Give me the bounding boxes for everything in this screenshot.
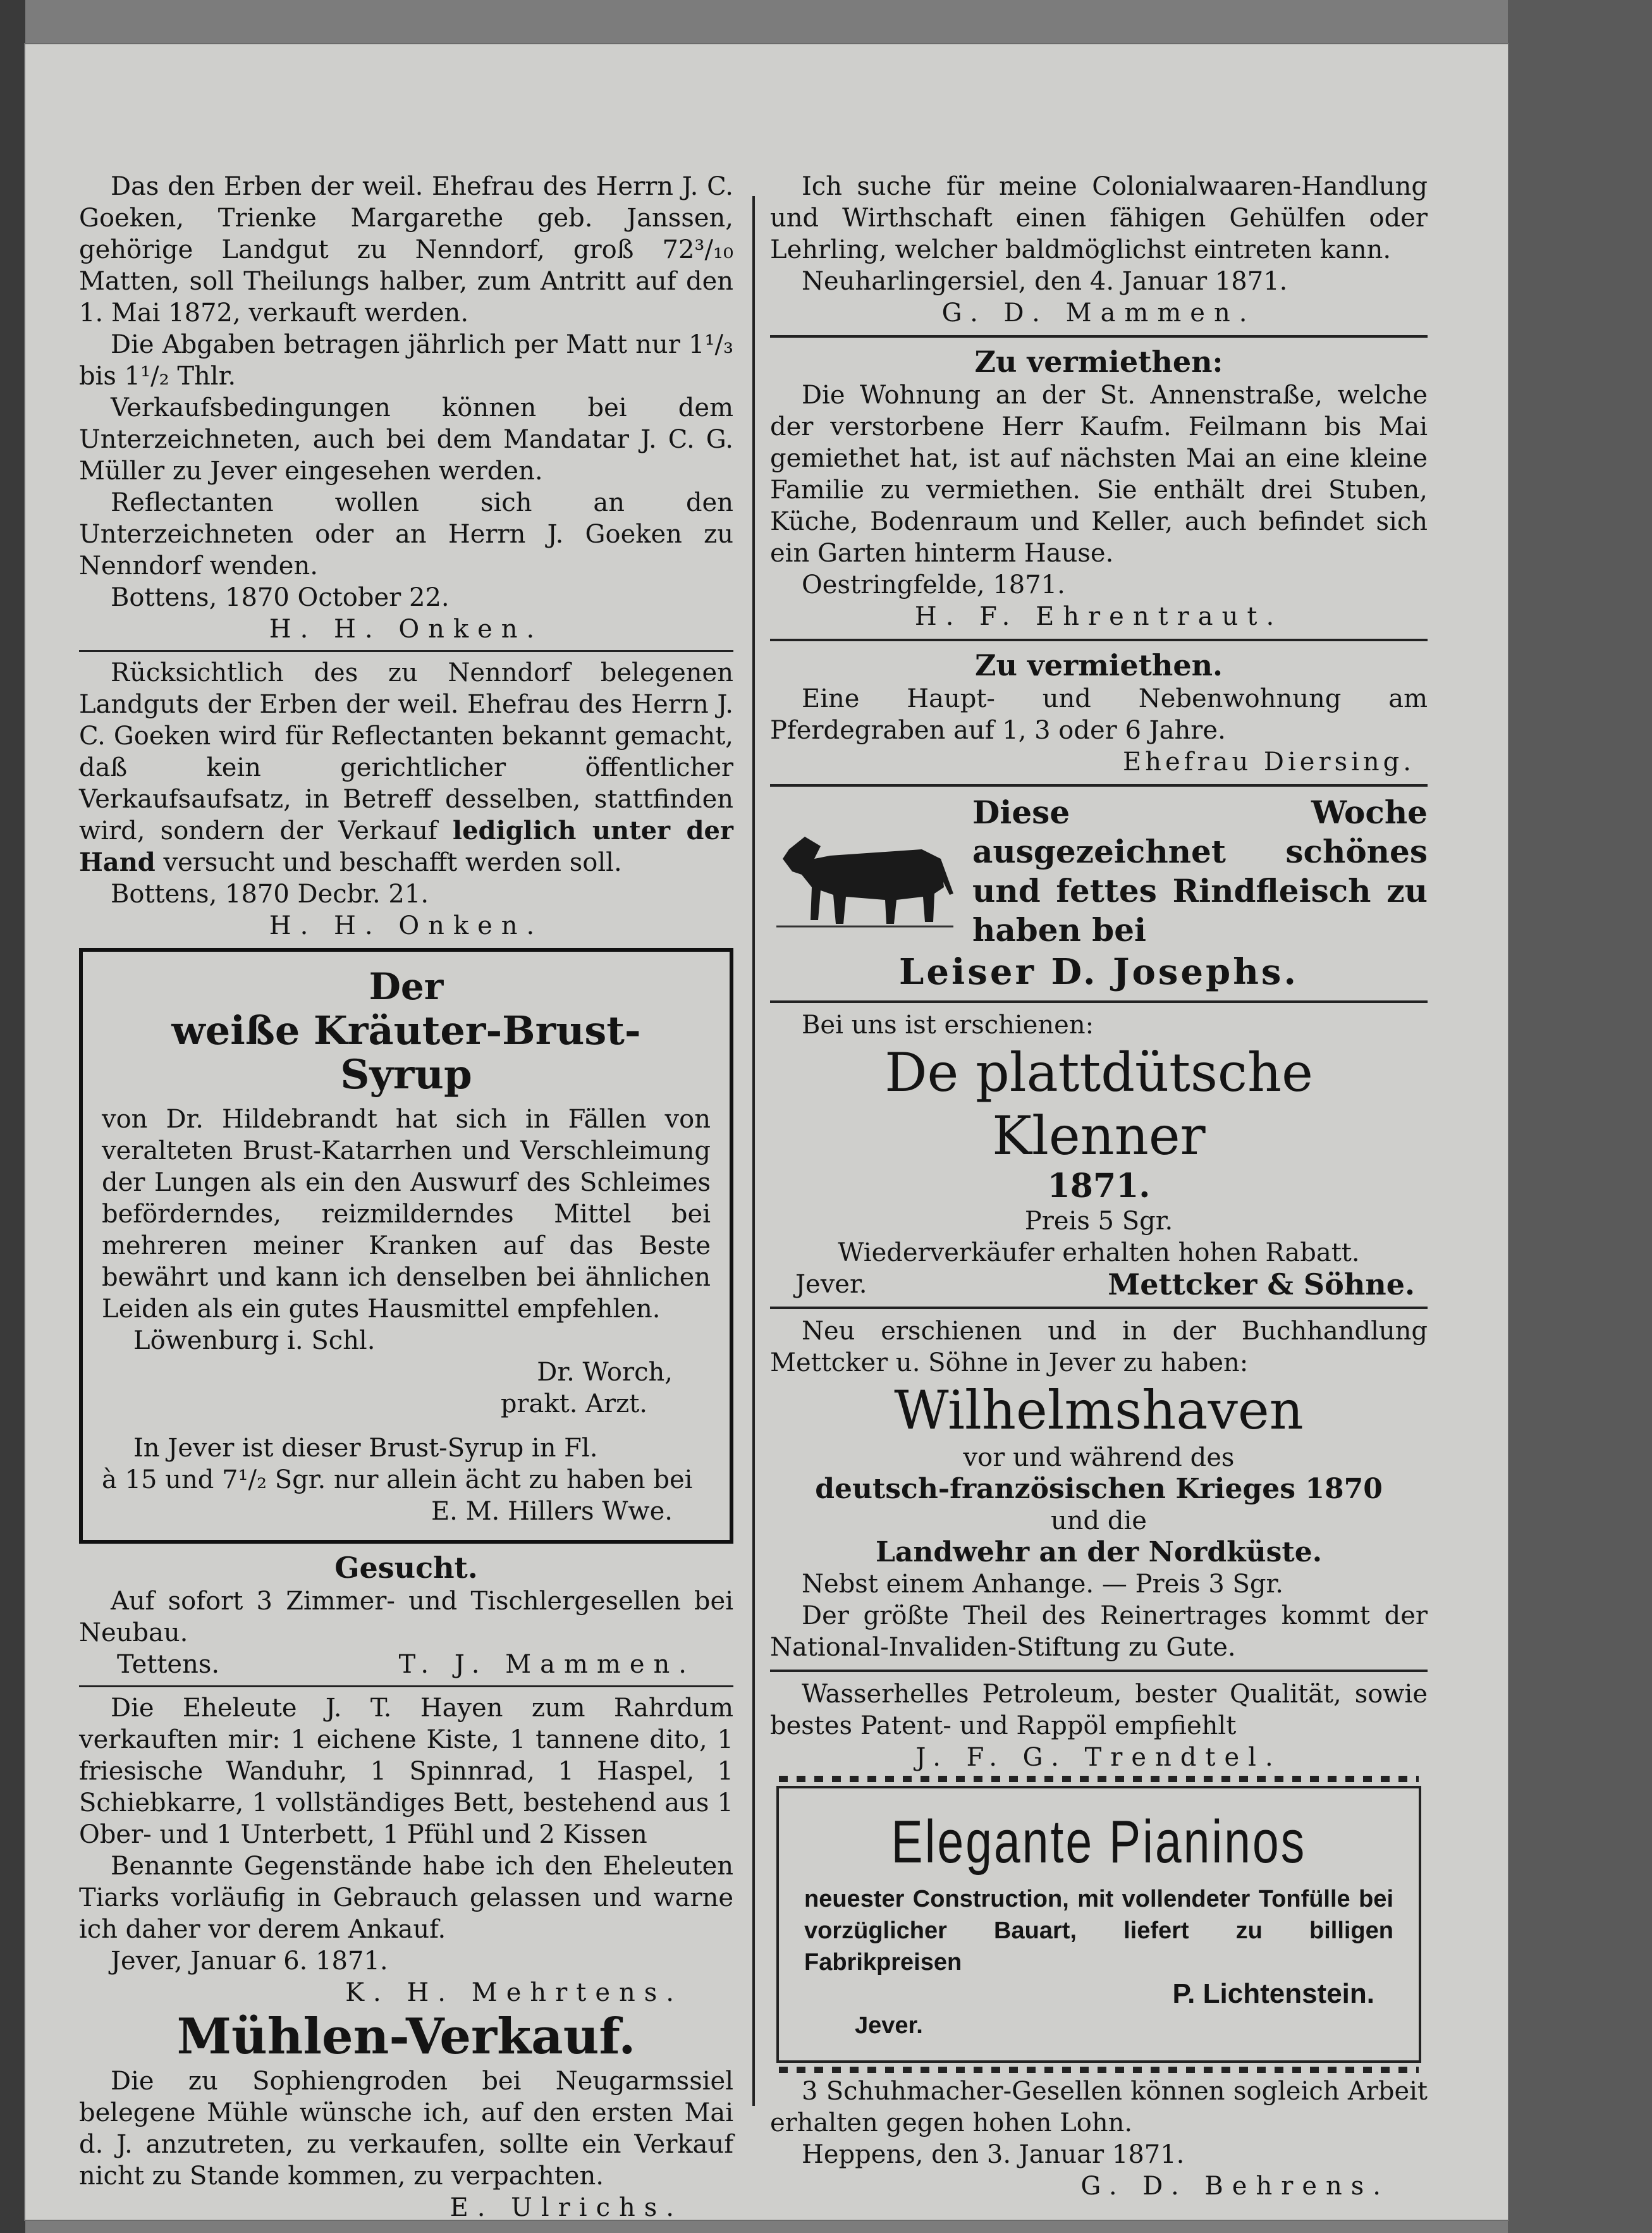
divider xyxy=(770,335,1428,338)
ad-text-bold: lediglich unter der Hand xyxy=(79,816,733,877)
divider xyxy=(770,639,1428,641)
ad-text: 3 Schuhmacher-Gesellen können sogleich Arbeit erhalten gegen hohen Lohn. xyxy=(770,2077,1428,2138)
ad-text: Rücksichtlich des zu Nenndorf belegenen Landguts der Erben der weil. Ehefrau des Herrn J. C. Goeken wird für Reflectanten bekannt gemacht, daß kein gerichtlicher öffentlicher Verkaufsaufsatz, in Betreff desselben, stattfinden wird, sondern der Verkauf xyxy=(79,658,733,846)
ad-syrup-box xyxy=(79,948,733,1544)
wh-sub4: Landwehr an der Nordküste. xyxy=(875,1536,1323,1568)
pianinos-title: Elegante Pianinos xyxy=(891,1808,1307,1876)
ad-text: versucht und beschafft werden soll. xyxy=(163,848,622,877)
syrup-title-line3: Syrup xyxy=(340,1051,472,1098)
ad-signature: G. D. Behrens. xyxy=(1080,2172,1390,2201)
klenner-intro: Bei uns ist erschienen: xyxy=(802,1011,1094,1040)
ad-text: Die zu Sophiengroden bei Neugarmssiel belegene Mühle wünsche ich, auf den ersten Mai d. J. anzutreten, zu verkaufen, sollte ein Verkauf nicht zu Stande kommen, zu verpachten. xyxy=(79,2067,733,2191)
book-gutter xyxy=(0,0,25,2233)
syrup-body: von Dr. Hildebrandt hat sich in Fällen von veralteten Brust-Katarrhen und Verschleimung der Lungen als ein den Auswurf des Schleimes beförderndes, reizmilderndes Mittel bei mehreren meiner Kranken auf das Beste bewährt und kann ich denselben bei ähnlichen Leiden als ein gutes Hausmittel empfehlen. xyxy=(102,1105,711,1324)
syrup-title-line2: weiße Kräuter-Brust- xyxy=(171,1007,641,1054)
syrup-doctor-title: prakt. Arzt. xyxy=(500,1389,647,1418)
ad-signature: Ehefrau Diersing. xyxy=(1123,747,1415,777)
gesucht-heading: Gesucht. xyxy=(334,1551,478,1585)
wh-note: Der größte Theil des Reinertrages kommt der National-Invaliden-Stiftung zu Gute. xyxy=(770,1601,1428,1662)
ad-text: Wasserhelles Petroleum, bester Qualität, sowie bestes Patent- und Rappöl empfiehlt xyxy=(770,1680,1428,1740)
right-column xyxy=(770,171,1428,2202)
wh-sub2: deutsch-französischen Krieges 1870 xyxy=(815,1473,1383,1505)
ad-muehle xyxy=(79,2008,733,2224)
syrup-sale-line1: In Jever ist dieser Brust-Syrup in Fl. xyxy=(133,1434,598,1463)
divider xyxy=(770,1670,1428,1672)
syrup-title-line1: Der xyxy=(369,965,444,1008)
ad-date: Bottens, 1870 October 22. xyxy=(111,583,450,612)
divider xyxy=(770,784,1428,787)
vermiethen-heading: Zu vermiethen: xyxy=(974,345,1223,379)
ad-text: Verkaufsbedingungen können bei dem Unterzeichneten, auch bei dem Mandatar J. C. G. Müller zu Jever eingesehen werden. xyxy=(79,393,733,486)
rind-text: Diese Woche ausgezeichnet schönes und fettes Rindfleisch zu haben bei xyxy=(972,794,1428,949)
ad-text: Die Abgaben betragen jährlich per Matt nur 1¹/₃ bis 1¹/₂ Thlr. xyxy=(79,330,733,391)
pianinos-text: neuester Construction, mit vollendeter Tonfülle bei vorzüglicher Bauart, liefert zu billigen Fabrikpreisen xyxy=(804,1886,1393,1976)
ad-text: Die Eheleute J. T. Hayen zum Rahrdum verkauften mir: 1 eichene Kiste, 1 tannene dito, 1 friesische Wanduhr, 1 Spinnrad, 1 Haspel, 1 Schiebkarre, 1 vollständiges Bett, bestehend aus 1 Ober- und 1 Unterbett, 1 Pfühl und 2 Kissen xyxy=(79,1694,733,1849)
wh-sub3: und die xyxy=(1051,1506,1147,1535)
newspaper-page xyxy=(25,44,1508,2220)
ad-klenner xyxy=(770,1009,1428,1300)
ad-date: Heppens, den 3. Januar 1871. xyxy=(802,2140,1185,2169)
ad-gehuelfe xyxy=(770,171,1428,329)
ad-date: Neuharlingersiel, den 4. Januar 1871. xyxy=(802,267,1288,296)
pianinos-place: Jever. xyxy=(855,2012,923,2039)
ad-signature: H. H. Onken. xyxy=(269,615,544,644)
pianinos-seller: P. Lichtenstein. xyxy=(1172,1978,1374,2009)
ad-signature: T. J. Mammen. xyxy=(398,1650,695,1679)
ad-vermiethen-1 xyxy=(770,344,1428,632)
ad-rindfleisch xyxy=(770,793,1428,994)
ad-date: Oestringfelde, 1871. xyxy=(802,570,1065,600)
ad-date: Bottens, 1870 Decbr. 21. xyxy=(111,880,429,909)
wh-sub1: vor und während des xyxy=(963,1443,1235,1472)
klenner-place: Jever. xyxy=(795,1270,867,1299)
ad-wilhelmshaven xyxy=(770,1315,1428,1663)
page-edge-background xyxy=(1508,0,1652,2233)
left-column xyxy=(79,171,733,2224)
syrup-place: Löwenburg i. Schl. xyxy=(133,1326,376,1355)
ad-landgut-notice xyxy=(79,657,733,942)
ad-text: Ich suche für meine Colonialwaaren-Handlung und Wirthschaft einen fähigen Gehülfen oder Lehrling, welcher baldmöglichst eintreten kann. xyxy=(770,172,1428,264)
syrup-sale-line2: à 15 und 7¹/₂ Sgr. nur allein ächt zu haben bei xyxy=(102,1465,693,1494)
vermiethen-heading: Zu vermiethen. xyxy=(974,648,1223,682)
ad-text: Benannte Gegenstände habe ich den Eheleuten Tiarks vorläufig in Gebrauch gelassen und warne ich daher vor derem Ankauf. xyxy=(79,1852,733,1944)
ad-date: Jever, Januar 6. 1871. xyxy=(111,1947,388,1976)
syrup-doctor: Dr. Worch, xyxy=(537,1358,673,1387)
ad-text: Auf sofort 3 Zimmer- und Tischlergesellen bei Neubau. xyxy=(79,1587,733,1647)
ad-vermiethen-2 xyxy=(770,648,1428,778)
klenner-publisher: Mettcker & Söhne. xyxy=(1108,1267,1415,1301)
divider xyxy=(79,1685,733,1687)
wh-intro: Neu erschienen und in der Buchhandlung Mettcker u. Söhne in Jever zu haben: xyxy=(770,1317,1428,1377)
syrup-seller: E. M. Hillers Wwe. xyxy=(431,1497,673,1526)
rind-seller: Leiser D. Josephs. xyxy=(899,951,1299,993)
ad-signature: E. Ulrichs. xyxy=(450,2193,683,2222)
divider xyxy=(770,1307,1428,1309)
ad-gesucht xyxy=(79,1550,733,1680)
divider xyxy=(770,1000,1428,1003)
wh-title: Wilhelmshaven xyxy=(894,1379,1304,1441)
ad-hayen xyxy=(79,1692,733,2008)
ad-text: Das den Erben der weil. Ehefrau des Herrn J. C. Goeken, Trienke Margarethe geb. Janssen, gehörige Landgut zu Nenndorf, groß 72³/₁₀ Matten, soll Theilungs halber, zum Antritt auf den 1. Mai 1872, verkauft werden. xyxy=(79,172,733,328)
klenner-rabatt: Wiederverkäufer erhalten hohen Rabatt. xyxy=(838,1238,1360,1267)
muehle-title: Mühlen-Verkauf. xyxy=(176,2008,636,2065)
ad-signature: G. D. Mammen. xyxy=(941,298,1256,328)
ad-petroleum xyxy=(770,1678,1428,1773)
ad-schuhmacher xyxy=(770,2076,1428,2202)
ad-text: Eine Haupt- und Nebenwohnung am Pferdegraben auf 1, 3 oder 6 Jahre. xyxy=(770,684,1428,745)
ad-text: Die Wohnung an der St. Annenstraße, welche der verstorbene Herr Kaufm. Feilmann bis Mai gemiethet hat, ist auf nächsten Mai an eine kleine Familie zu vermiethen. Sie enthält drei Stuben, Küche, Bodenraum und Keller, auch befindet sich ein Garten hinterm Hause. xyxy=(770,381,1428,568)
ad-pianinos-box xyxy=(776,1786,1421,2063)
ox-illustration xyxy=(770,811,960,932)
klenner-title: De plattdütsche Klenner xyxy=(884,1042,1313,1167)
ad-place: Tettens. xyxy=(117,1650,220,1679)
ad-signature: J. F. G. Trendtel. xyxy=(915,1743,1282,1772)
ad-signature: K. H. Mehrtens. xyxy=(345,1978,683,2007)
klenner-year: 1871. xyxy=(1047,1167,1151,1205)
ad-landgut-sale xyxy=(79,171,733,645)
ad-signature: H. H. Onken. xyxy=(269,911,544,940)
column-divider xyxy=(752,196,755,2106)
divider xyxy=(79,650,733,652)
klenner-price: Preis 5 Sgr. xyxy=(1024,1207,1173,1236)
wh-price: Nebst einem Anhange. — Preis 3 Sgr. xyxy=(802,1570,1283,1599)
ad-text: Reflectanten wollen sich an den Unterzeichneten oder an Herrn J. Goeken zu Nenndorf wenden. xyxy=(79,488,733,581)
ad-signature: H. F. Ehrentraut. xyxy=(914,602,1283,631)
